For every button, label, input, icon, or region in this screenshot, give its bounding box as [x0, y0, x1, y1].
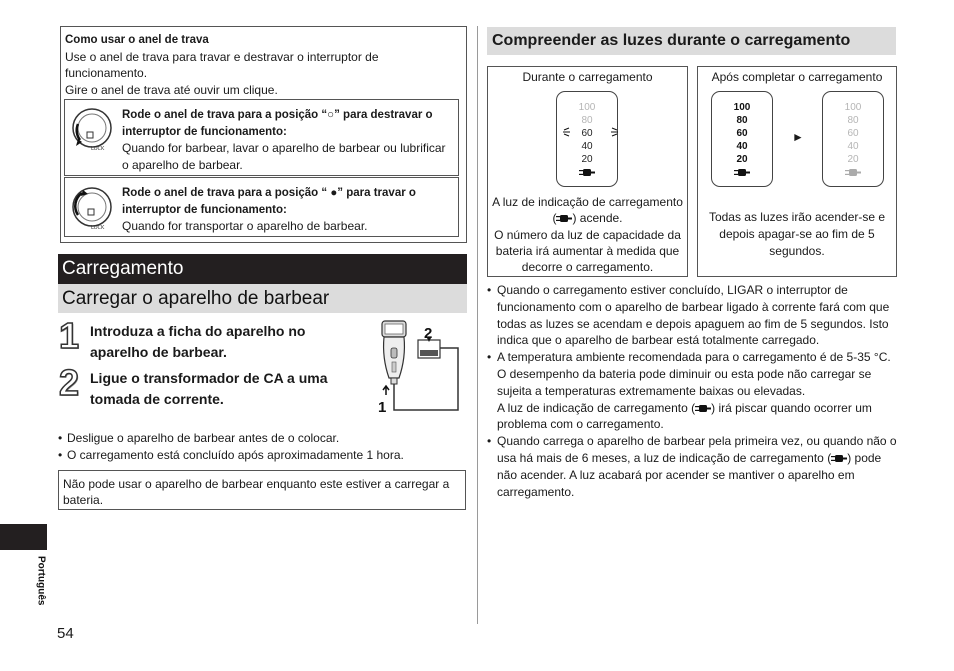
- lock-row: [64, 177, 459, 237]
- figure-label-2: 2: [424, 325, 433, 342]
- list-item: [487, 349, 897, 433]
- step-1-number: 1: [59, 315, 80, 356]
- during-caption-part-3: O número da luz de capacidade da bateria irá aumentar à medida que decorre o carregamento.: [494, 227, 681, 275]
- unlock-usage: Quando for barbear, lavar o aparelho de barbear ou lubrificar o aparelho de barbear.: [122, 141, 446, 172]
- lock-text-icon: LOCK: [91, 146, 105, 152]
- level-40: 40: [581, 141, 593, 152]
- level-40: 40: [847, 141, 859, 152]
- unlock-ring-icon: [70, 106, 114, 152]
- level-60: 60: [581, 128, 593, 139]
- level-100: 100: [578, 102, 596, 113]
- step-1-text: Introduza a ficha do aparelho no aparelho de barbear.: [90, 323, 306, 360]
- level-20: 20: [581, 154, 593, 165]
- charging-bullets: [58, 430, 468, 463]
- lock-ring-box: [60, 26, 467, 243]
- plug-icon: [845, 168, 861, 177]
- plug-icon: [579, 168, 595, 177]
- during-caption-part-1: A luz de indicação de carregamento (: [492, 195, 683, 226]
- list-item: • Quando o carregamento estiver concluído, LIGAR o interruptor de funcionamento com o aparelho de barbear ligado à corrente fará com que todas as luzes se acendam e depois apaguem ao fim de 5 segundos. Isto indica que o aparelho de barbear está totalmente carregado.: [487, 282, 897, 349]
- blink-left-icon: [561, 127, 571, 137]
- level-100: 100: [733, 102, 751, 113]
- plug-icon: [734, 168, 750, 177]
- bullet-2-part-2: A luz de indicação de carregamento (: [497, 400, 696, 415]
- charging-note: Não pode usar o aparelho de barbear enquanto este estiver a carregar a bateria.: [58, 470, 466, 510]
- blink-right-icon: [610, 127, 620, 137]
- page-number: 54: [57, 625, 74, 642]
- after-charging-panel: [697, 66, 897, 277]
- level-40: 40: [736, 141, 748, 152]
- list-item: [487, 433, 897, 500]
- plug-icon: [556, 214, 572, 223]
- list-item: • Desligue o aparelho de barbear antes de o colocar.: [58, 430, 468, 447]
- lock-line-2: Gire o anel de trava até ouvir um clique.: [65, 82, 278, 97]
- battery-indicator-off: [822, 91, 884, 187]
- step-2-number: 2: [59, 362, 80, 403]
- level-100: 100: [844, 102, 862, 113]
- level-80: 80: [581, 115, 593, 126]
- level-20: 20: [736, 154, 748, 165]
- level-80: 80: [736, 115, 748, 126]
- lock-ring-icon: [70, 185, 114, 231]
- charging-subtitle: Carregar o aparelho de barbear: [58, 284, 467, 313]
- level-60: 60: [847, 128, 859, 139]
- after-heading: Após completar o carregamento: [711, 70, 883, 84]
- lock-usage: Quando for transportar o aparelho de barbear.: [122, 219, 368, 233]
- language-label: Português: [35, 556, 47, 606]
- bullet-3-part-1: Quando carrega o aparelho de barbear pela primeira vez, ou quando não o usa há mais de 6 meses, a luz de indicação de carregamento (: [497, 434, 897, 465]
- after-caption: Todas as luzes irão acender-se e depois apagar-se ao fim de 5 segundos.: [708, 210, 886, 258]
- language-tab: [0, 524, 47, 550]
- transition-arrow-icon: ►: [792, 130, 804, 144]
- level-80: 80: [847, 115, 859, 126]
- bullet-2-part-3: ) irá piscar quando ocorrer um problema com o carregamento.: [497, 400, 872, 432]
- step-2-text: Ligue o transformador de CA a uma tomada de corrente.: [90, 370, 328, 407]
- list-item: • O carregamento está concluído após aproximadamente 1 hora.: [58, 447, 468, 464]
- battery-indicator-full: [711, 91, 773, 187]
- unlock-instruction: Rode o anel de trava para a posição “○” para destravar o interruptor de funcionamento:: [122, 109, 433, 138]
- lock-line-1: Use o anel de trava para travar e destravar o interruptor de funcionamento.: [65, 49, 379, 80]
- during-heading: Durante o carregamento: [522, 70, 653, 84]
- lock-instruction: Rode o anel de trava para a posição “ ●” para travar o interruptor de funcionamento:: [122, 187, 416, 216]
- during-caption-part-2: ) acende.: [572, 211, 623, 226]
- lights-title: Compreender as luzes durante o carregamento: [487, 27, 896, 55]
- during-caption: [492, 194, 683, 275]
- figure-label-1: 1: [378, 399, 387, 414]
- level-20: 20: [847, 154, 859, 165]
- charging-title: Carregamento: [58, 254, 467, 284]
- lock-intro: [61, 27, 466, 98]
- unlock-row: [64, 99, 459, 176]
- bullet-3-part-2: ) pode não acender. A luz acabará por acender se mantiver o aparelho em carregamento.: [497, 450, 882, 499]
- plug-icon: [831, 454, 847, 463]
- during-charging-panel: [487, 66, 688, 277]
- lock-heading: Como usar o anel de trava: [65, 34, 209, 46]
- level-60: 60: [736, 128, 748, 139]
- plug-icon: [695, 404, 711, 413]
- shaver-charging-illustration: [372, 318, 468, 414]
- column-divider: [477, 26, 478, 624]
- lock-text-icon: LOCK: [91, 225, 105, 231]
- bullet-2-part-1: A temperatura ambiente recomendada para o carregamento é de 5-35 °C. O desempenho da bateria pode diminuir ou esta pode não carregar se sujeita a temperaturas extremamente baixas ou elevadas.: [497, 350, 891, 398]
- lights-bullets: [487, 282, 897, 500]
- battery-indicator-during: [556, 91, 618, 187]
